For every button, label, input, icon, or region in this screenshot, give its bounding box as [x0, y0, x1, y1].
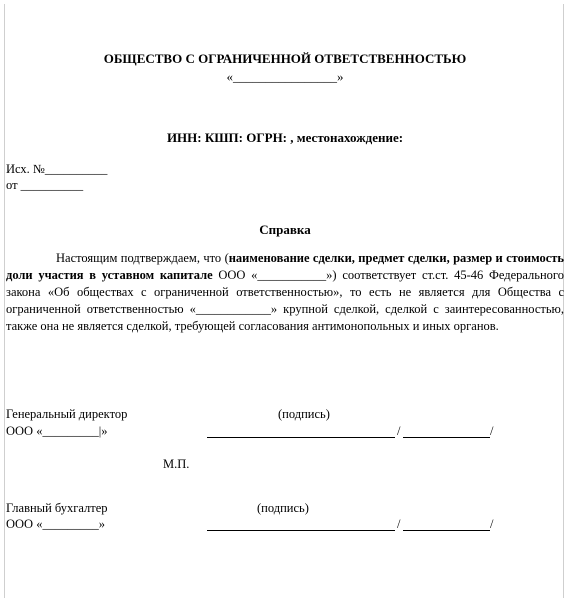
document-body	[6, 250, 564, 335]
director-signature-line	[207, 437, 395, 438]
body-intro: Настоящим подтверждаем, что (	[56, 251, 229, 265]
director-sign-label: (подпись)	[278, 407, 330, 421]
accountant-signature-line	[207, 530, 395, 531]
body-rest: ООО «___________») соответствует ст.ст. 45-46 Федерального закона «Об обществах с ограниченной ответственностью», то есть не является для Общества с ограниченной ответственностью «____________» крупной сделкой, сделкой с заинтересованностью, также она не является сделкой, требующей согласования антимонопольных и иных органов.	[6, 268, 564, 333]
org-title: ОБЩЕСТВО С ОГРАНИЧЕННОЙ ОТВЕТСТВЕННОСТЬЮ	[103, 51, 467, 66]
accountant-org: ООО «_________»	[6, 517, 105, 531]
stamp-place: М.П.	[163, 457, 190, 471]
accountant-sign-label: (подпись)	[257, 501, 309, 515]
outgoing-number: Исх. №__________	[6, 162, 108, 176]
accountant-slash-end: /	[490, 517, 494, 531]
director-title: Генеральный директор	[6, 407, 128, 421]
accountant-name-line	[403, 530, 490, 531]
director-slash: /	[397, 424, 401, 438]
document-date: от __________	[6, 178, 84, 192]
org-name: «________________»	[226, 69, 344, 84]
org-requisites: ИНН: КШП: ОГРН: , местонахождение:	[166, 130, 404, 145]
document-heading: Справка	[259, 222, 311, 237]
body-bold-placeholder: наименование сделки, предмет сделки, размер и стоимость доли участия в уставном капитале	[6, 251, 565, 282]
accountant-title: Главный бухгалтер	[6, 501, 108, 515]
director-name-line	[403, 437, 490, 438]
director-org: ООО «_________|»	[6, 424, 108, 438]
accountant-slash: /	[397, 517, 401, 531]
director-slash-end: /	[490, 424, 494, 438]
